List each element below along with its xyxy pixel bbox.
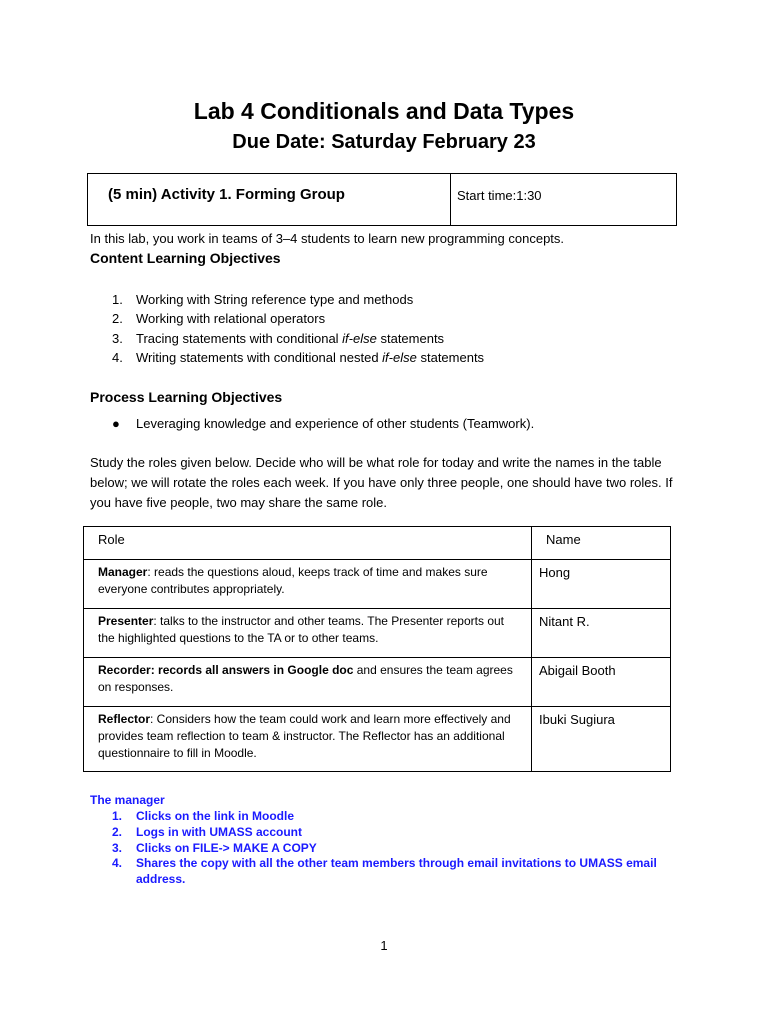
role-name: Abigail Booth	[532, 658, 671, 707]
table-row	[84, 658, 671, 707]
bullet-icon: ●	[112, 416, 120, 431]
header-name: Name	[532, 527, 671, 560]
table-row	[84, 707, 671, 772]
role-description: Presenter: talks to the instructor and other teams. The Presenter reports out the highlighted questions to the TA or to other teams.	[84, 609, 532, 658]
roles-instructions: Study the roles given below. Decide who will be what role for today and write the names in the table below; we will rotate the roles each week. If you have only three people, one should have two roles. If you have five people, two may share the same role.	[90, 455, 673, 510]
list-item: 3. Clicks on FILE-> MAKE A COPY	[112, 840, 317, 855]
list-item: 4. Shares the copy with all the other team members through email invitations to UMASS email address.	[112, 856, 657, 887]
intro-text: In this lab, you work in teams of 3–4 students to learn new programming concepts.	[90, 231, 565, 246]
list-item: 1. Working with String reference type and methods	[112, 292, 414, 307]
header-role: Role	[84, 527, 532, 560]
table-row	[84, 609, 671, 658]
role-name: Hong	[532, 560, 671, 609]
role-description: Reflector: Considers how the team could work and learn more effectively and provides team reflection to team & instructor. The Reflector has an additional questionnaire to fill in Moodle.	[84, 707, 532, 772]
role-name: Nitant R.	[532, 609, 671, 658]
role-name: Ibuki Sugiura	[532, 707, 671, 772]
activity-table	[87, 173, 677, 226]
activity-label: (5 min) Activity 1. Forming Group	[88, 174, 451, 225]
process-objectives-heading: Process Learning Objectives	[90, 389, 283, 405]
manager-steps-list	[112, 809, 672, 888]
table-header-row	[84, 527, 671, 560]
content-objectives-heading: Content Learning Objectives	[90, 250, 281, 266]
list-item: 3. Tracing statements with conditional if-else statements	[112, 330, 445, 346]
list-item: 4. Writing statements with conditional nested if-else statements	[112, 350, 485, 366]
content-objectives-list	[112, 290, 484, 368]
page-title: Lab 4 Conditionals and Data Types	[193, 98, 575, 124]
list-item: 2. Logs in with UMASS account	[112, 824, 303, 839]
role-description: Recorder: records all answers in Google doc and ensures the team agrees on responses.	[84, 658, 532, 707]
due-date: Due Date: Saturday February 23	[232, 131, 536, 153]
page-number: 1	[380, 938, 388, 953]
manager-steps-title: The manager	[90, 793, 165, 807]
role-description: Manager: reads the questions aloud, keeps track of time and makes sure everyone contributes appropriately.	[84, 560, 532, 609]
table-row	[84, 560, 671, 609]
activity-start-time: Start time:1:30	[457, 188, 542, 203]
list-item: 1. Clicks on the link in Moodle	[112, 809, 295, 823]
roles-table	[83, 526, 671, 772]
list-item: 2. Working with relational operators	[112, 311, 326, 327]
list-item: ● Leveraging knowledge and experience of other students (Teamwork).	[112, 416, 535, 431]
